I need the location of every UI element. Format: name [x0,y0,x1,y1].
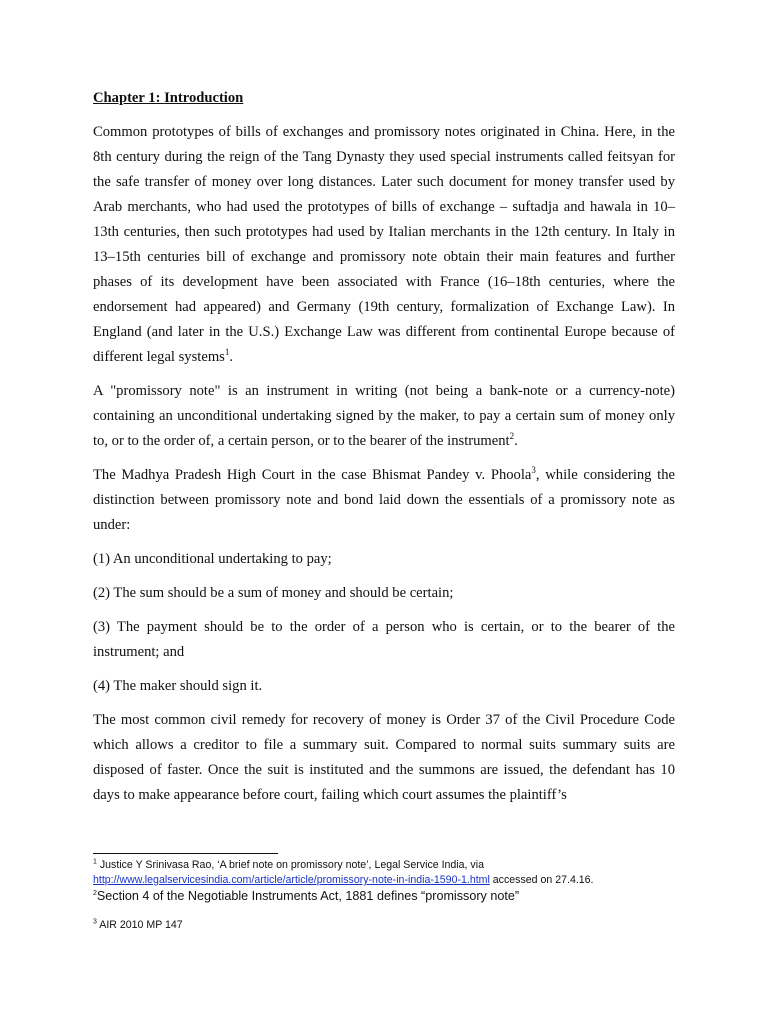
paragraph-text: A "promissory note" is an instrument in writing (not being a bank-note or a currency-note) containing an unconditional undertaking signed by the maker, to pay a certain sum of money only to, or to the order of, a certain person, or to the bearer of the instrument [93,383,675,449]
paragraph-definition [93,379,675,454]
footnote-2 [93,888,693,904]
footnote-text: Justice Y Srinivasa Rao, ‘A brief note on promissory note’, Legal Service India, via [96,859,484,871]
paragraph-case [93,463,675,538]
footnote-text: AIR 2010 MP 147 [96,919,183,931]
footnote-ref-3[interactable]: 3 [531,465,536,476]
footnote-separator [93,853,278,854]
list-item: (4) The maker should sign it. [93,678,263,694]
paragraph-history [93,120,675,370]
paragraph-end: . [514,433,518,449]
footnote-number: 2 [93,889,97,897]
list-item: (3) The payment should be to the order of a person who is certain, or to the bearer of the instrument; and [93,619,675,660]
footnote-ref-2[interactable]: 2 [509,431,515,442]
footnote-link[interactable]: http://www.legalservicesindia.com/article/article/promissory-note-in-india-1590-1.html [93,874,490,886]
paragraph-text: The Madhya Pradesh High Court in the case Bhismat Pandey v. Phoola [93,467,532,483]
footnote-number: 1 [93,858,97,866]
footnotes [93,858,693,933]
footnote-3 [93,918,693,933]
chapter-heading: Chapter 1: Introduction [93,90,244,106]
paragraph-text: , while considering the distinction between promissory note and bond laid down the essentials of a promissory note as under: [93,467,676,533]
footnote-text: accessed on 27.4.16. [489,874,594,886]
paragraph-remedy: The most common civil remedy for recovery of money is Order 37 of the Civil Procedure Code which allows a creditor to file a summary suit. Compared to normal suits summary suits are disposed of faster. Once the suit is instituted and the summons are issued, the defendant has 10 days to make appearance before court, failing which court assumes the plaintiff’s [93,712,675,803]
footnote-ref-1[interactable]: 1 [224,347,230,358]
paragraph-text: Common prototypes of bills of exchanges and promissory notes originated in China. Here, in the 8th century during the reign of the Tang Dynasty they used special instruments called feitsyan for the safe transfer of money over long distances. Later such document for money transfer used by Arab merchants, who had used the prototypes of bills of exchange – suftadja and hawala in 10–13th centuries, then such prototypes had used by Italian merchants in the 12th century. In Italy in 13–15th centuries bill of exchange and promissory note obtain their main features and further phases of its development have been associated with France (16–18th centuries, where the endorsement had appeared) and Germany (19th century, formalization of Exchange Law). In England (and later in the U.S.) Exchange Law was different from continental Europe because of different legal systems [93,124,675,365]
footnote-number: 3 [93,918,97,926]
list-item: (2) The sum should be a sum of money and should be certain; [93,585,454,601]
paragraph-end: . [229,349,234,365]
document-body [93,86,675,817]
footnote-1 [93,858,693,888]
footnote-text: Section 4 of the Negotiable Instruments Act, 1881 defines “promissory note” [96,889,520,903]
list-item: (1) An unconditional undertaking to pay; [93,551,332,567]
